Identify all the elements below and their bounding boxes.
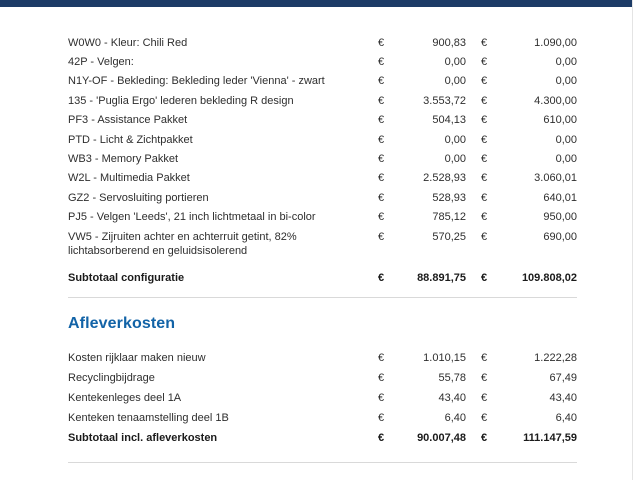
currency-symbol: € xyxy=(481,172,488,185)
currency-symbol: € xyxy=(378,191,385,204)
amount-2: 6,40 xyxy=(555,411,577,424)
option-row xyxy=(68,227,577,264)
amount-2: 0,00 xyxy=(555,153,577,166)
currency-symbol: € xyxy=(481,431,488,444)
amount-1: 504,13 xyxy=(432,114,466,127)
amount-1: 43,40 xyxy=(438,391,466,404)
currency-symbol: € xyxy=(481,351,488,364)
amount-2: 67,49 xyxy=(549,371,577,384)
currency-symbol: € xyxy=(481,36,488,49)
amount-2: 109.808,02 xyxy=(521,271,577,284)
amount-1: 785,12 xyxy=(432,211,466,224)
subtotal-label: Subtotaal incl. afleverkosten xyxy=(68,431,218,444)
currency-symbol: € xyxy=(378,411,385,424)
currency-symbol: € xyxy=(378,56,385,69)
option-row xyxy=(68,111,577,130)
option-label: PF3 - Assistance Pakket xyxy=(68,114,188,127)
cost-row xyxy=(68,348,577,368)
currency-symbol: € xyxy=(378,230,385,243)
amount-1: 900,83 xyxy=(432,36,466,49)
scrollbar[interactable] xyxy=(632,0,640,480)
amount-2: 0,00 xyxy=(555,75,577,88)
amount-1: 55,78 xyxy=(438,371,466,384)
amount-2: 1.222,28 xyxy=(534,351,577,364)
option-row xyxy=(68,33,577,52)
amount-2: 3.060,01 xyxy=(534,172,577,185)
amount-2: 0,00 xyxy=(555,56,577,69)
amount-1: 6,40 xyxy=(444,411,466,424)
currency-symbol: € xyxy=(378,75,385,88)
option-label: GZ2 - Servosluiting portieren xyxy=(68,191,209,204)
option-label: N1Y-OF - Bekleding: Bekleding leder 'Vienna' - zwart xyxy=(68,75,325,88)
amount-1: 2.528,93 xyxy=(423,172,466,185)
amount-2: 111.147,59 xyxy=(523,431,577,444)
option-label: 42P - Velgen: xyxy=(68,56,134,69)
amount-1: 0,00 xyxy=(444,133,466,146)
currency-symbol: € xyxy=(378,391,385,404)
amount-2: 610,00 xyxy=(543,114,577,127)
option-row xyxy=(68,208,577,227)
currency-symbol: € xyxy=(481,94,488,107)
section-heading: Afleverkosten xyxy=(68,315,176,332)
subtotal-row xyxy=(68,268,577,287)
page-top-bar xyxy=(0,0,640,7)
currency-symbol: € xyxy=(378,211,385,224)
cost-row xyxy=(68,388,577,408)
amount-1: 90.007,48 xyxy=(417,431,466,444)
configuration-section xyxy=(68,33,577,287)
cost-row xyxy=(68,408,577,428)
subtotal-row xyxy=(68,428,577,448)
amount-2: 0,00 xyxy=(555,133,577,146)
bottom-divider xyxy=(68,462,577,463)
currency-symbol: € xyxy=(481,371,488,384)
cost-row xyxy=(68,368,577,388)
currency-symbol: € xyxy=(378,36,385,49)
amount-1: 528,93 xyxy=(432,191,466,204)
amount-1: 0,00 xyxy=(444,75,466,88)
option-row xyxy=(68,130,577,149)
amount-1: 1.010,15 xyxy=(423,351,466,364)
amount-1: 0,00 xyxy=(444,56,466,69)
amount-2: 4.300,00 xyxy=(534,94,577,107)
option-label: PJ5 - Velgen 'Leeds', 21 inch lichtmetaal in bi-color xyxy=(68,211,316,224)
section-divider xyxy=(68,297,577,298)
currency-symbol: € xyxy=(481,411,488,424)
currency-symbol: € xyxy=(378,114,385,127)
currency-symbol: € xyxy=(481,153,488,166)
amount-1: 88.891,75 xyxy=(417,271,466,284)
currency-symbol: € xyxy=(378,153,385,166)
option-row xyxy=(68,188,577,207)
delivery-costs-section xyxy=(68,348,577,447)
currency-symbol: € xyxy=(378,351,385,364)
amount-2: 640,01 xyxy=(543,191,577,204)
amount-1: 0,00 xyxy=(444,153,466,166)
amount-1: 570,25 xyxy=(432,230,466,243)
currency-symbol: € xyxy=(481,230,488,243)
option-label: W0W0 - Kleur: Chili Red xyxy=(68,36,188,49)
currency-symbol: € xyxy=(378,431,385,444)
amount-2: 690,00 xyxy=(543,230,577,243)
amount-1: 3.553,72 xyxy=(423,94,466,107)
currency-symbol: € xyxy=(378,371,385,384)
currency-symbol: € xyxy=(378,133,385,146)
subtotal-label: Subtotaal configuratie xyxy=(68,271,185,284)
amount-2: 950,00 xyxy=(543,211,577,224)
cost-label: Kenteken tenaamstelling deel 1B xyxy=(68,411,229,424)
currency-symbol: € xyxy=(481,191,488,204)
currency-symbol: € xyxy=(481,56,488,69)
option-label: VW5 - Zijruiten achter en achterruit getint, 82% lichtabsorberend en geluidsisolerend xyxy=(68,230,297,257)
currency-symbol: € xyxy=(481,391,488,404)
option-row xyxy=(68,169,577,188)
currency-symbol: € xyxy=(378,94,385,107)
currency-symbol: € xyxy=(481,114,488,127)
option-label: WB3 - Memory Pakket xyxy=(68,153,179,166)
option-row xyxy=(68,52,577,71)
amount-2: 1.090,00 xyxy=(534,36,577,49)
option-label: PTD - Licht & Zichtpakket xyxy=(68,133,193,146)
currency-symbol: € xyxy=(378,172,385,185)
option-row xyxy=(68,149,577,168)
currency-symbol: € xyxy=(481,133,488,146)
currency-symbol: € xyxy=(378,271,385,284)
option-label: 135 - 'Puglia Ergo' lederen bekleding R design xyxy=(68,94,294,107)
currency-symbol: € xyxy=(481,211,488,224)
option-row xyxy=(68,91,577,110)
currency-symbol: € xyxy=(481,75,488,88)
cost-label: Recyclingbijdrage xyxy=(68,371,155,384)
currency-symbol: € xyxy=(481,271,488,284)
amount-2: 43,40 xyxy=(549,391,577,404)
cost-label: Kosten rijklaar maken nieuw xyxy=(68,351,206,364)
option-label: W2L - Multimedia Pakket xyxy=(68,172,190,185)
option-row xyxy=(68,72,577,91)
cost-label: Kentekenleges deel 1A xyxy=(68,391,182,404)
